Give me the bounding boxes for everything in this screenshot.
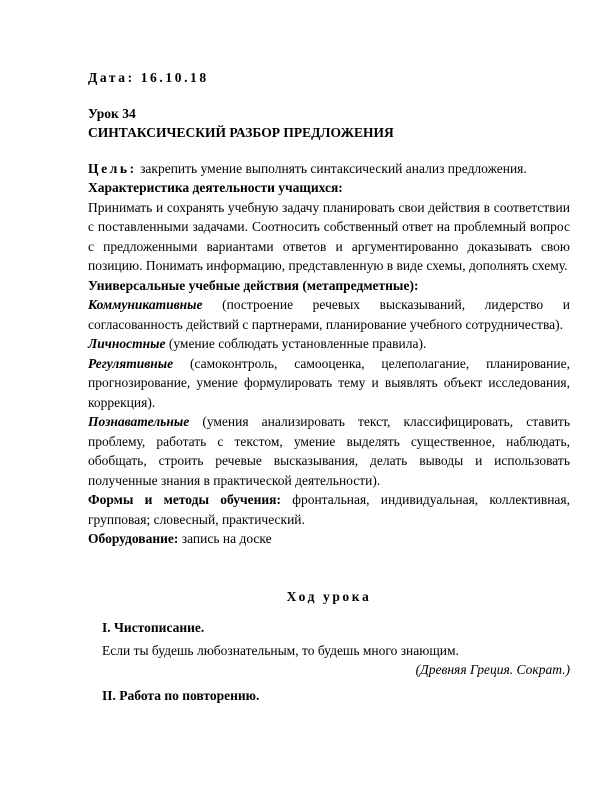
communicative-text: (построение речевых высказываний, лидерство и согласованность действий с партнерами, планирование учебного сотрудничества). bbox=[88, 297, 570, 332]
uud-regulatory bbox=[88, 354, 570, 413]
regulatory-text: (самоконтроль, самооценка, целеполагание, планирование, прогнозирование, умение формулировать тему и выявлять объект исследования, коррекция). bbox=[88, 355, 570, 410]
equipment-text: запись на доске bbox=[178, 531, 272, 546]
goal-text: закрепить умение выполнять синтаксический анализ предложения. bbox=[136, 160, 527, 176]
personal-text: (умение соблюдать установленные правила). bbox=[165, 336, 427, 351]
regulatory-label: Регулятивные bbox=[88, 355, 174, 371]
activity-heading: Характеристика деятельности учащихся: bbox=[88, 180, 343, 195]
document-page bbox=[88, 68, 570, 705]
uud-heading: Универсальные учебные действия (метапредметные): bbox=[88, 277, 419, 293]
uud-communicative bbox=[88, 295, 570, 334]
cognitive-text: (умения анализировать текст, классифицировать, ставить проблему, работать с текстом, умение выделять существенное, наблюдать, обобщать, строить речевые высказывания, делать выводы и использовать полученные знания в практической деятельности). bbox=[88, 414, 570, 488]
equipment bbox=[88, 529, 570, 549]
lesson-goal bbox=[88, 159, 570, 179]
personal-label: Личностные bbox=[88, 336, 166, 351]
lesson-date: Дата: 16.10.18 bbox=[88, 70, 209, 85]
cognitive-label: Познавательные bbox=[88, 414, 190, 429]
section-penmanship: I. Чистописание. bbox=[102, 620, 205, 635]
lesson-topic: СИНТАКСИЧЕСКИЙ РАЗБОР ПРЕДЛОЖЕНИЯ bbox=[88, 125, 394, 140]
quote-source: (Древняя Греция. Сократ.) bbox=[415, 662, 570, 677]
forms-label: Формы и методы обучения: bbox=[88, 492, 281, 507]
forms-methods bbox=[88, 490, 570, 529]
goal-label: Цель: bbox=[88, 160, 137, 176]
course-title: Ход урока bbox=[286, 588, 372, 604]
uud-personal bbox=[88, 334, 570, 354]
forms-text: фронтальная, индивидуальная, коллективная, групповая; словесный, практический. bbox=[88, 492, 570, 527]
section-revision: II. Работа по повторению. bbox=[102, 687, 260, 703]
activity-text: Принимать и сохранять учебную задачу планировать свои действия в соответствии с поставленными задачами. Соотносить собственный ответ на проблемный вопрос с предложенными вариантами ответов и аргументированно доказывать свою позицию. Понимать информацию, представленную в виде схемы, дополнять схему. bbox=[88, 199, 570, 273]
quote-text: Если ты будешь любознательным, то будешь много знающим. bbox=[102, 642, 459, 658]
communicative-label: Коммуникативные bbox=[88, 297, 203, 312]
lesson-number: Урок 34 bbox=[88, 105, 136, 121]
equipment-label: Оборудование: bbox=[88, 531, 179, 546]
uud-cognitive bbox=[88, 412, 570, 490]
